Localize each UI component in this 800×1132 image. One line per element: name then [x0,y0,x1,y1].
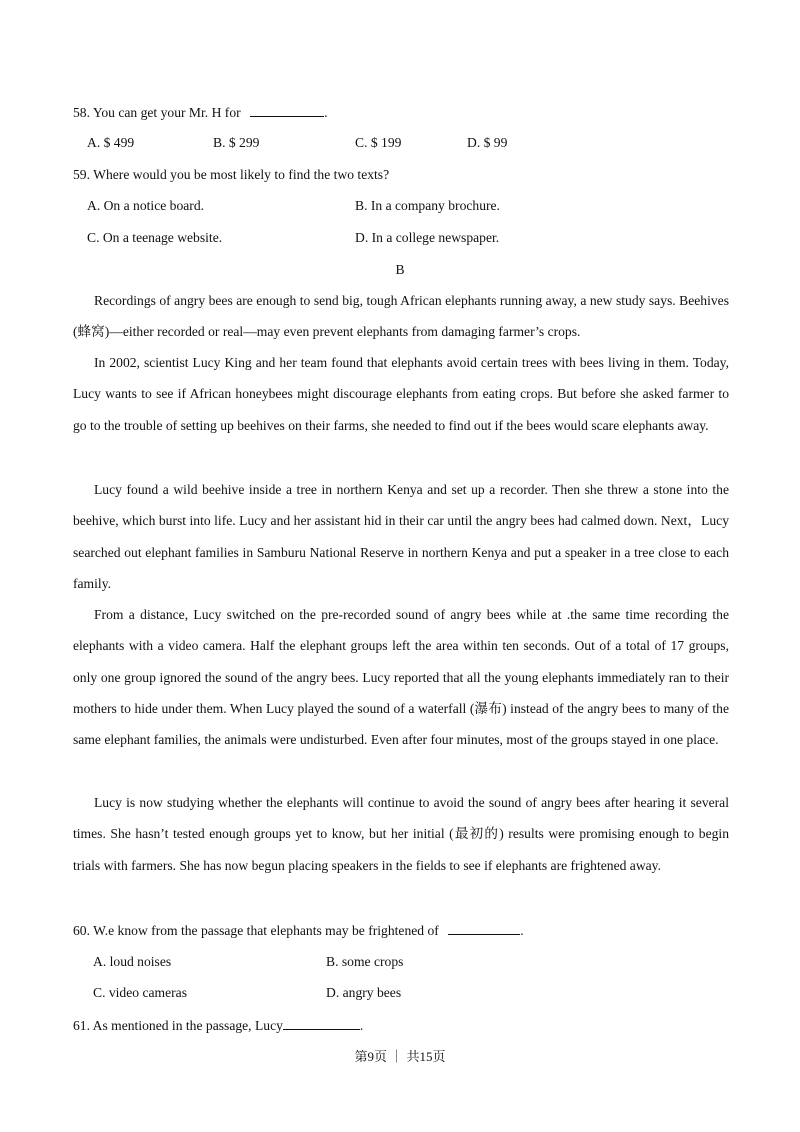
option-a[interactable]: A. $ 499 [87,135,135,150]
question-58-stem: 58. You can get your Mr. H for [73,105,241,120]
question-58-options [0,134,800,152]
question-61 [73,1016,363,1035]
question-60-end: . [520,923,524,938]
question-60 [73,921,524,940]
option-b[interactable]: B. some crops [326,954,404,969]
question-59 [73,166,389,184]
option-c[interactable]: C. video cameras [93,985,187,1000]
passage-paragraph-1: Recordings of angry bees are enough to send big, tough African elephants running away, a new study says. Beehives (蜂窝)—either recorded or real—may even prevent elephants from damaging farmer’s crops. [73,293,729,340]
option-c[interactable]: C. On a teenage website. [87,230,223,245]
option-d[interactable]: D. $ 99 [467,135,508,150]
question-59-stem: 59. Where would you be most likely to find the two texts? [73,167,390,182]
question-58 [73,103,327,122]
question-60-options-row-2 [0,984,800,1002]
passage-paragraph-3: Lucy found a wild beehive inside a tree in northern Kenya and set up a recorder. Then she threw a stone into the beehive, which burst into life. Lucy and her assistant hid in their car until the angry bees had calmed down. Next，Lucy searched out elephant families in Samburu National Reserve in northern Kenya and put a speaker in a tree close to each family. [73,482,729,591]
question-60-stem: 60. W.e know from the passage that elephants may be frightened of [73,923,439,938]
option-d[interactable]: D. In a college newspaper. [355,230,500,245]
passage-paragraph-4: From a distance, Lucy switched on the pre-recorded sound of angry bees while at .the same time recording the elephants with a video camera. Half the elephant groups left the area within ten seconds. Out of a total of 17 groups, only one group ignored the sound of the angry bees. Lucy reported that all the young elephants immediately ran to their mothers to hide under them. When Lucy played the sound of a waterfall (瀑布) instead of the angry bees to many of the same elephant families, the animals were undisturbed. Even after four minutes, most of the groups stayed in one place. [73,607,729,748]
option-b[interactable]: B. In a company brochure. [355,198,500,213]
answer-blank[interactable] [250,103,324,117]
option-a[interactable]: A. loud noises [93,954,172,969]
question-60-options-row-1 [0,953,800,971]
page-footer: 第9页 ｜ 共15页 [354,1049,446,1064]
passage-paragraph-2: In 2002, scientist Lucy King and her team found that elephants avoid certain trees with bees living in them. Today, Lucy wants to see if African honeybees might discourage elephants from eating crops. But before she asked farmer to go to the trouble of setting up beehives on their farms, she needed to find out if the bees would scare elephants away. [73,355,729,433]
option-d[interactable]: D. angry bees [326,985,402,1000]
option-b[interactable]: B. $ 299 [213,135,260,150]
passage-paragraph-5: Lucy is now studying whether the elephants will continue to avoid the sound of angry bees after hearing it several times. She hasn’t tested enough groups yet to know, but her initial (最初的) results were promising enough to begin trials with farmers. She has now begun placing speakers in the fields to see if elephants are frightened away. [73,795,729,873]
question-61-stem: 61. As mentioned in the passage, Lucy [73,1018,283,1033]
question-61-end: . [359,1018,364,1033]
section-label: B [395,262,405,277]
answer-blank[interactable] [448,921,520,935]
option-c[interactable]: C. $ 199 [355,135,402,150]
option-a[interactable]: A. On a notice board. [87,198,205,213]
question-58-end: . [324,105,328,120]
question-59-options-row-1 [0,197,800,215]
answer-blank[interactable] [283,1016,360,1030]
question-59-options-row-2 [0,229,800,247]
